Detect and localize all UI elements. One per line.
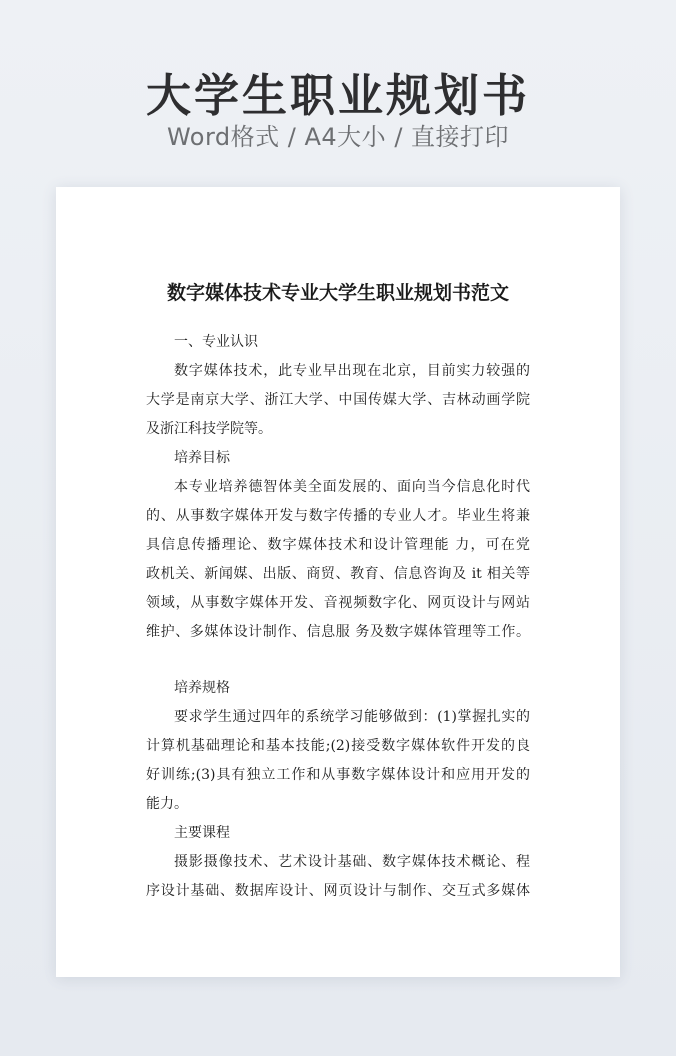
banner-subtitle: Word格式 / A4大小 / 直接打印 xyxy=(166,123,510,151)
document-page xyxy=(56,187,620,977)
document-line: 要求学生通过四年的系统学习能够做到：(1)掌握扎实的 xyxy=(174,709,530,725)
document-line: 培养目标 xyxy=(174,450,230,466)
document-line: 维护、多媒体设计制作、信息服 务及数字媒体管理等工作。 xyxy=(146,624,530,640)
document-line: 大学是南京大学、浙江大学、中国传媒大学、吉林动画学院 xyxy=(146,392,530,408)
document-line: 计算机基础理论和基本技能;(2)接受数字媒体软件开发的良 xyxy=(146,738,530,754)
document-line: 政机关、新闻媒、出版、商贸、教育、信息咨询及 it 相关等 xyxy=(146,566,530,582)
document-line: 本专业培养德智体美全面发展的、面向当今信息化时代 xyxy=(174,479,530,495)
document-line: 序设计基础、数据库设计、网页设计与制作、交互式多媒体 xyxy=(146,883,530,899)
banner-title: 大学生职业规划书 xyxy=(145,69,530,122)
document-line: 培养规格 xyxy=(174,680,230,696)
document-line: 领域，从事数字媒体开发、音视频数字化、网页设计与网站 xyxy=(146,595,530,611)
blank-line xyxy=(146,647,530,674)
document-line: 能力。 xyxy=(146,796,188,812)
document-line: 及浙江科技学院等。 xyxy=(146,421,272,437)
document-line: 具信息传播理论、数字媒体技术和设计管理能 力，可在党 xyxy=(146,537,530,553)
document-line: 数字媒体技术，此专业早出现在北京，目前实力较强的 xyxy=(174,363,530,379)
document-line: 摄影摄像技术、艺术设计基础、数字媒体技术概论、程 xyxy=(174,854,530,870)
document-line: 一、专业认识 xyxy=(174,334,258,350)
document-body xyxy=(146,328,530,906)
document-line: 好训练;(3)具有独立工作和从事数字媒体设计和应用开发的 xyxy=(146,767,530,783)
document-line: 主要课程 xyxy=(174,825,230,841)
document-title: 数字媒体技术专业大学生职业规划书范文 xyxy=(166,282,509,304)
document-line: 的、从事数字媒体开发与数字传播的专业人才。毕业生将兼 xyxy=(146,508,530,524)
